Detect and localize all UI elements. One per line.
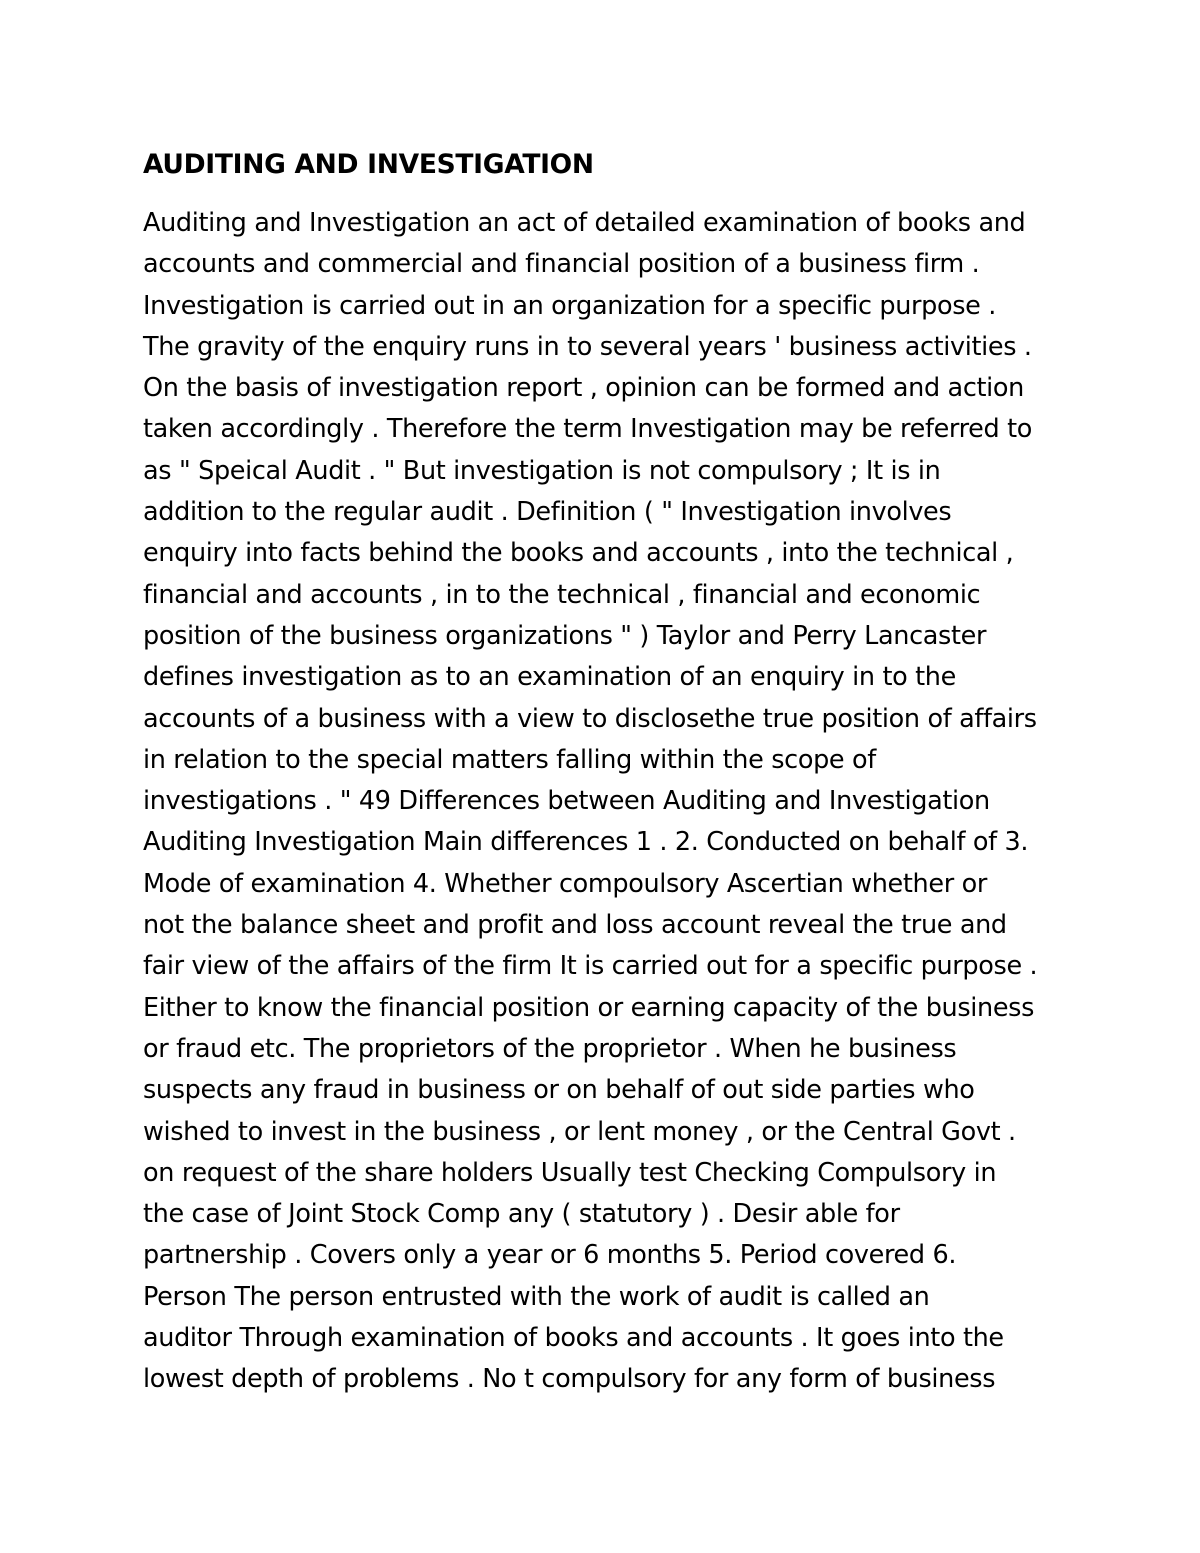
body-line: in relation to the special matters falling within the scope of (143, 744, 876, 775)
body-line: as " Speical Audit . " But investigation is not compulsory ; It is in (143, 455, 941, 486)
body-line: suspects any fraud in business or on behalf of out side parties who (143, 1075, 975, 1106)
body-line: Either to know the financial position or earning capacity of the business (143, 992, 1035, 1023)
body-line: financial and accounts , in to the technical , financial and economic (143, 579, 981, 610)
body-line: defines investigation as to an examination of an enquiry in to the (143, 662, 956, 693)
body-line: Auditing and Investigation an act of detailed examination of books and (143, 208, 1026, 238)
body-line: auditor Through examination of books and accounts . It goes into the (143, 1323, 1004, 1354)
body-line: Auditing Investigation Main differences 1 . 2. Conducted on behalf of 3. (143, 827, 1029, 858)
body-line: The gravity of the enquiry runs in to several years ' business activities . (143, 331, 1032, 362)
body-line: accounts and commercial and financial position of a business firm . (143, 249, 980, 280)
body-line: the case of Joint Stock Comp any ( statutory ) . Desir able for (143, 1199, 900, 1230)
body-line: fair view of the affairs of the firm It is carried out for a specific purpose . (143, 951, 1038, 982)
body-line: lowest depth of problems . No t compulsory for any form of business (143, 1364, 996, 1395)
body-line: position of the business organizations " ) Taylor and Perry Lancaster (143, 620, 987, 651)
document-body (143, 203, 1083, 1401)
body-line: wished to invest in the business , or lent money , or the Central Govt . (143, 1116, 1016, 1147)
body-line: investigations . " 49 Differences between Auditing and Investigation (143, 786, 990, 817)
body-line: not the balance sheet and profit and loss account reveal the true and (143, 910, 1007, 941)
body-line: addition to the regular audit . Definition ( " Investigation involves (143, 497, 952, 528)
body-line: or fraud etc. The proprietors of the proprietor . When he business (143, 1033, 957, 1064)
body-line: Person The person entrusted with the work of audit is called an (143, 1281, 930, 1312)
body-line: Mode of examination 4. Whether compoulsory Ascertian whether or (143, 868, 987, 899)
body-line: taken accordingly . Therefore the term Investigation may be referred to (143, 414, 1033, 445)
body-line: accounts of a business with a view to disclosethe true position of affairs (143, 703, 1037, 734)
body-line: Investigation is carried out in an organization for a specific purpose . (143, 290, 997, 321)
body-line: partnership . Covers only a year or 6 months 5. Period covered 6. (143, 1240, 957, 1271)
body-line: enquiry into facts behind the books and accounts , into the technical , (143, 538, 1014, 569)
body-line: On the basis of investigation report , opinion can be formed and action (143, 373, 1024, 404)
document-title: AUDITING AND INVESTIGATION (143, 149, 594, 180)
body-line: on request of the share holders Usually test Checking Compulsory in (143, 1157, 997, 1188)
